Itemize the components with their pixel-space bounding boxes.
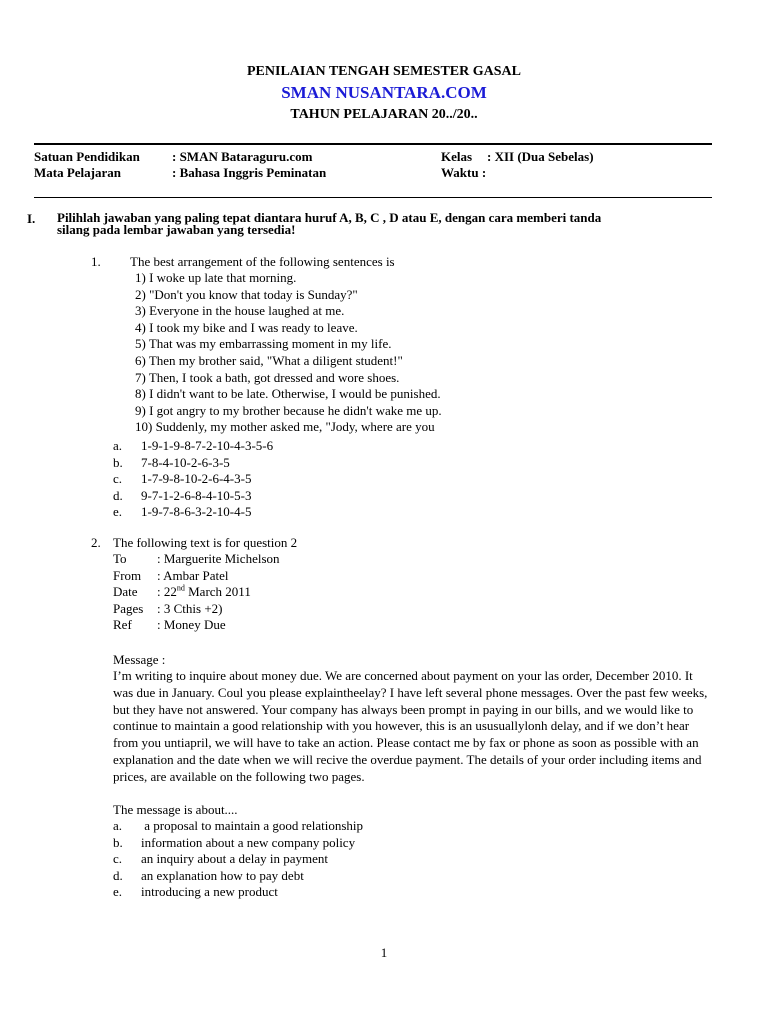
section-instruction-line2: silang pada lembar jawaban yang tersedia! — [57, 222, 296, 237]
option-text: 7-8-4-10-2-6-3-5 — [141, 454, 230, 470]
memo-label: Pages — [113, 600, 144, 616]
q1-sentence: 10) Suddenly, my mother asked me, "Jody, where are you — [135, 419, 435, 435]
q1-sentence: 7) Then, I took a bath, got dressed and wore shoes. — [135, 369, 400, 385]
section-instruction-line1: Pilihlah jawaban yang paling tepat diantara huruf A, B, C , D atau E, dengan cara memberi tanda — [57, 210, 602, 225]
message-body: I’m writing to inquire about money due. We are concerned about payment on your las order, December 2010. It was due in January. Coul you please explaintheelay? I have left several phone messages. Over the past few weeks, but they have not answered. Your company has always been prompt in paying in our bills, and we would like to continue to maintain a good relationship with you however, this is an ususuallylonh delay, and if we don’t hear from you untiapril, we will have to take an action. Please contact me by fax or phone as soon as possible with an explanation and the date when we will recive the overdue payment. The details of your order including items and prices, are available on the following two pages. — [113, 668, 708, 784]
option-text: 1-9-1-9-8-7-2-10-4-3-5-6 — [141, 438, 274, 453]
academic-year: TAHUN PELAJARAN 20../20.. — [290, 107, 478, 122]
memo-label: From — [113, 567, 142, 583]
exam-title: PENILAIAN TENGAH SEMESTER GASAL — [247, 64, 521, 79]
q1-number: 1. — [91, 254, 101, 269]
mapel-label: Mata Pelajaran — [34, 165, 122, 180]
q2-prompt: The following text is for question 2 — [113, 535, 298, 550]
memo-from — [113, 568, 280, 585]
option-label: c. — [113, 471, 123, 487]
option-label: a. — [113, 438, 123, 453]
memo-to — [113, 551, 280, 568]
q1-sentence: 1) I woke up late that morning. — [135, 270, 297, 285]
memo-value: : Ambar Patel — [157, 567, 229, 583]
q1-sentence: 2) "Don't you know that today is Sunday?" — [135, 286, 358, 302]
option-text: 9-7-1-2-6-8-4-10-5-3 — [141, 487, 252, 503]
mapel-value: : Bahasa Inggris Peminatan — [172, 165, 327, 180]
option-label: e. — [113, 884, 123, 900]
q2-option-a — [113, 818, 363, 835]
memo-label: Date — [113, 584, 138, 600]
q1-sentence: 5) That was my embarrassing moment in my life. — [135, 336, 392, 352]
q1-sentence: 4) I took my bike and I was ready to leave. — [135, 319, 358, 335]
q1-options — [113, 438, 273, 521]
kelas-value: : XII (Dua Sebelas) — [487, 149, 594, 164]
header-rule-bottom — [34, 197, 712, 198]
q2-option-b — [113, 835, 363, 852]
waktu-label: Waktu : — [441, 165, 487, 180]
option-text: 1-9-7-8-6-3-2-10-4-5 — [141, 504, 252, 520]
memo-date — [113, 584, 280, 601]
q1-sentence: 3) Everyone in the house laughed at me. — [135, 303, 345, 319]
memo-pages — [113, 601, 280, 618]
q2-number: 2. — [91, 535, 101, 550]
q1-option-b — [113, 455, 273, 472]
q2-question: The message is about.... — [113, 802, 238, 817]
satuan-value: : SMAN Bataraguru.com — [172, 149, 313, 164]
memo-label: To — [113, 551, 127, 566]
option-text: a proposal to maintain a good relationship — [141, 818, 364, 833]
memo-ref — [113, 617, 280, 634]
option-text: an inquiry about a delay in payment — [141, 851, 329, 867]
option-text: an explanation how to pay debt — [141, 867, 304, 883]
q1-sentence: 6) Then my brother said, "What a diligent student!" — [135, 352, 403, 368]
q1-sentence: 8) I didn't want to be late. Otherwise, I would be punished. — [135, 386, 441, 402]
section-number: I. — [27, 211, 36, 226]
q2-option-c — [113, 851, 363, 868]
memo-value: : 22nd March 2011 — [157, 583, 251, 600]
memo-label: Ref — [113, 617, 132, 633]
memo-value: : Marguerite Michelson — [157, 551, 280, 566]
q1-prompt: The best arrangement of the following sentences is — [130, 254, 395, 269]
q2-option-e — [113, 884, 363, 901]
page-number: 1 — [380, 945, 388, 960]
memo-value: : Money Due — [157, 617, 226, 633]
memo-header — [113, 551, 280, 634]
q2-option-d — [113, 868, 363, 885]
option-text: introducing a new product — [141, 884, 278, 900]
message-label: Message : — [113, 652, 166, 667]
option-label: d. — [113, 487, 123, 503]
q1-option-a — [113, 438, 273, 455]
memo-value: : 3 Cthis +2) — [157, 600, 223, 616]
school-name: SMAN NUSANTARA.COM — [281, 83, 487, 102]
satuan-label: Satuan Pendidikan — [34, 149, 140, 164]
q1-option-e — [113, 504, 273, 521]
q1-sentence: 9) I got angry to my brother because he didn't wake me up. — [135, 402, 442, 418]
option-label: d. — [113, 867, 123, 883]
q2-options — [113, 818, 363, 901]
option-label: b. — [113, 454, 123, 470]
option-text: 1-7-9-8-10-2-6-4-3-5 — [141, 471, 252, 487]
q1-option-d — [113, 488, 273, 505]
option-label: b. — [113, 834, 123, 850]
option-text: information about a new company policy — [141, 834, 356, 850]
option-label: a. — [113, 818, 123, 833]
header-rule-top — [34, 143, 712, 145]
option-label: e. — [113, 504, 123, 520]
q1-sentence-list — [135, 270, 442, 436]
q1-option-c — [113, 471, 273, 488]
option-label: c. — [113, 851, 123, 867]
kelas-label: Kelas — [441, 149, 473, 164]
